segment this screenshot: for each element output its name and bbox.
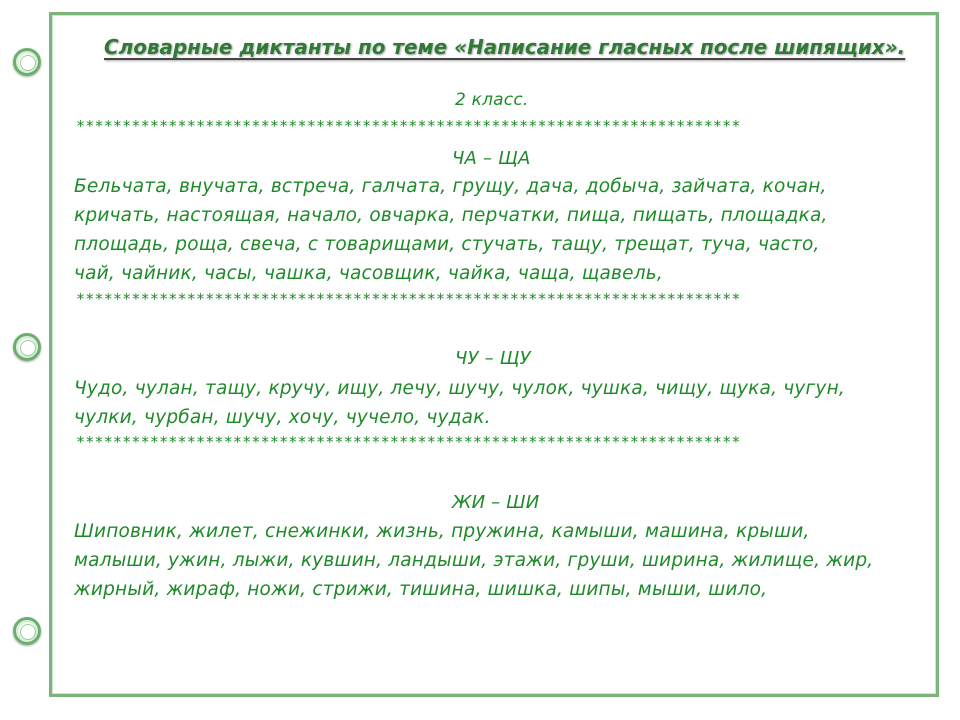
section-heading-chu-shchu: ЧУ – ЩУ bbox=[455, 348, 531, 369]
separator: ************************************************************************ bbox=[76, 117, 741, 135]
word-line: Бельчата, внучата, встреча, галчата, грущу, дача, добыча, зайчата, кочан, bbox=[74, 176, 827, 197]
section-heading-zhi-shi: ЖИ – ШИ bbox=[452, 492, 540, 513]
word-line: кричать, настоящая, начало, овчарка, перчатки, пища, пищать, площадка, bbox=[74, 205, 828, 226]
page-title: Словарные диктанты по теме «Написание гласных после шипящих». bbox=[104, 35, 906, 59]
word-line: жирный, жираф, ножи, стрижи, тишина, шишка, шипы, мыши, шило, bbox=[74, 579, 768, 600]
grade-label: 2 класс. bbox=[455, 90, 529, 110]
word-line: площадь, роща, свеча, с товарищами, стучать, тащу, трещат, туча, часто, bbox=[74, 234, 820, 255]
separator: ************************************************************************ bbox=[76, 290, 741, 308]
word-line: чулки, чурбан, шучу, хочу, чучело, чудак. bbox=[74, 407, 491, 428]
binder-ring-top bbox=[13, 48, 41, 76]
binder-ring-bottom bbox=[13, 617, 41, 645]
section-heading-cha-shcha: ЧА – ЩА bbox=[452, 148, 531, 169]
word-line: Шиповник, жилет, снежинки, жизнь, пружина, камыши, машина, крыши, bbox=[74, 521, 810, 542]
word-line: малыши, ужин, лыжи, кувшин, ландыши, этажи, груши, ширина, жилище, жир, bbox=[74, 550, 874, 571]
word-line: чай, чайник, часы, чашка, часовщик, чайка, чаща, щавель, bbox=[74, 263, 663, 284]
word-line: Чудо, чулан, тащу, кручу, ищу, лечу, шучу, чулок, чушка, чищу, щука, чугун, bbox=[74, 378, 845, 399]
separator: ************************************************************************ bbox=[76, 433, 741, 451]
binder-ring-middle bbox=[13, 333, 41, 361]
